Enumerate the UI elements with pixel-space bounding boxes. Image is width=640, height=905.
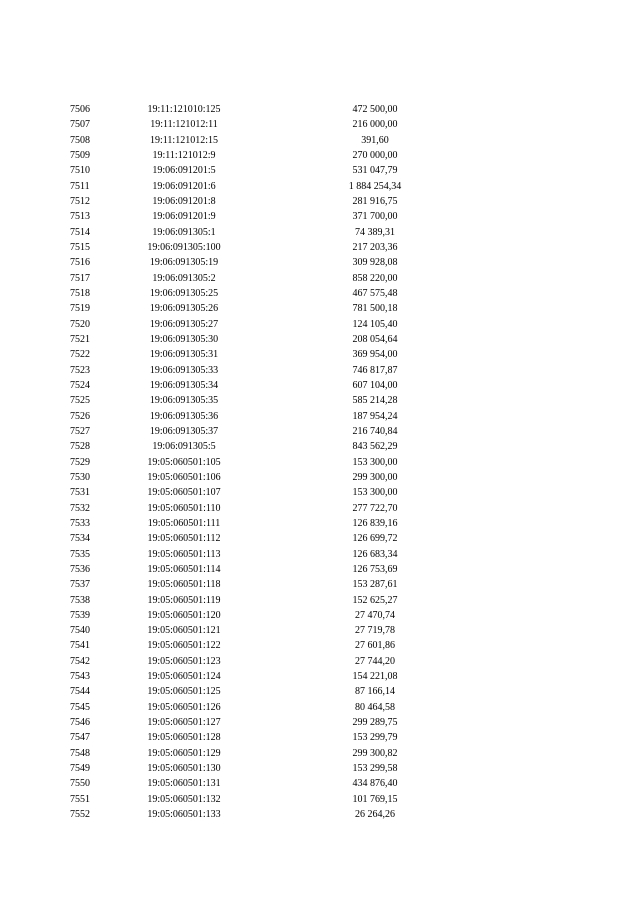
- row-number-cell: 7535: [70, 548, 90, 560]
- amount-cell: 27 744,20: [355, 655, 395, 667]
- cadastral-number-cell: 19:05:060501:126: [147, 701, 221, 713]
- table-row: [0, 792, 640, 807]
- row-number-cell: 7534: [70, 533, 90, 545]
- row-number-cell: 7542: [70, 655, 90, 667]
- amount-cell: 124 105,40: [352, 318, 398, 330]
- row-number-cell: 7530: [70, 471, 90, 483]
- amount-cell: 87 166,14: [355, 686, 395, 698]
- amount-cell: 187 954,24: [352, 410, 398, 422]
- cadastral-number-cell: 19:05:060501:118: [147, 579, 221, 591]
- amount-cell: 371 700,00: [352, 211, 398, 223]
- amount-cell: 369 954,00: [352, 349, 398, 361]
- cadastral-number-cell: 19:05:060501:133: [147, 809, 221, 821]
- amount-cell: 153 287,61: [352, 579, 398, 591]
- row-number-cell: 7506: [70, 104, 90, 115]
- table-row: [0, 240, 640, 255]
- table-row: [0, 684, 640, 699]
- cadastral-number-cell: 19:06:091305:1: [152, 226, 216, 238]
- table-row: [0, 286, 640, 301]
- row-number-cell: 7540: [70, 625, 90, 637]
- row-number-cell: 7550: [70, 778, 90, 790]
- row-number-cell: 7552: [70, 809, 90, 821]
- cadastral-number-cell: 19:06:091201:8: [152, 195, 216, 207]
- cadastral-number-cell: 19:06:091305:31: [149, 349, 219, 361]
- table-row: [0, 393, 640, 408]
- amount-cell: 27 470,74: [355, 609, 395, 621]
- table-row: [0, 347, 640, 362]
- amount-cell: 126 753,69: [352, 563, 398, 575]
- row-number-cell: 7537: [70, 579, 90, 591]
- cadastral-number-cell: 19:05:060501:128: [147, 732, 221, 744]
- cadastral-number-cell: 19:05:060501:125: [147, 686, 221, 698]
- cadastral-number-cell: 19:06:091305:36: [149, 410, 219, 422]
- amount-cell: 101 769,15: [352, 793, 398, 805]
- table-row: [0, 761, 640, 776]
- table-row: [0, 317, 640, 332]
- row-number-cell: 7511: [70, 180, 90, 192]
- amount-cell: 152 625,27: [352, 594, 398, 606]
- amount-cell: 74 389,31: [355, 226, 395, 238]
- cadastral-number-cell: 19:11:121010:125: [147, 104, 221, 115]
- cadastral-number-cell: 19:06:091201:6: [152, 180, 216, 192]
- cadastral-number-cell: 19:11:121012:15: [150, 134, 218, 146]
- amount-cell: 434 876,40: [352, 778, 398, 790]
- table-row: [0, 608, 640, 623]
- amount-cell: 154 221,08: [352, 671, 398, 683]
- table-row: [0, 194, 640, 209]
- amount-cell: 843 562,29: [352, 441, 398, 453]
- amount-cell: 299 300,82: [352, 747, 398, 759]
- amount-cell: 277 722,70: [352, 502, 398, 514]
- cadastral-number-cell: 19:05:060501:120: [147, 609, 221, 621]
- table-row: [0, 746, 640, 761]
- row-number-cell: 7515: [70, 241, 90, 253]
- amount-cell: 27 601,86: [355, 640, 395, 652]
- amount-cell: 391,60: [361, 134, 389, 146]
- row-number-cell: 7526: [70, 410, 90, 422]
- row-number-cell: 7539: [70, 609, 90, 621]
- row-number-cell: 7551: [70, 793, 90, 805]
- table-row: [0, 730, 640, 745]
- cadastral-number-cell: 19:06:091305:27: [149, 318, 219, 330]
- row-number-cell: 7528: [70, 441, 90, 453]
- table-row: [0, 225, 640, 240]
- cadastral-number-cell: 19:11:121012:9: [152, 149, 216, 161]
- row-number-cell: 7525: [70, 395, 90, 407]
- row-number-cell: 7541: [70, 640, 90, 652]
- amount-cell: 216 740,84: [352, 425, 398, 437]
- amount-cell: 80 464,58: [355, 701, 395, 713]
- table-row: [0, 470, 640, 485]
- cadastral-number-cell: 19:06:091201:5: [152, 165, 216, 177]
- table-row: [0, 593, 640, 608]
- table-row: [0, 547, 640, 562]
- row-number-cell: 7510: [70, 165, 90, 177]
- row-number-cell: 7532: [70, 502, 90, 514]
- table-row: [0, 455, 640, 470]
- cadastral-number-cell: 19:06:091305:33: [149, 364, 219, 376]
- amount-cell: 858 220,00: [352, 272, 398, 284]
- amount-cell: 216 000,00: [352, 119, 398, 131]
- table-row: [0, 516, 640, 531]
- table-row: [0, 179, 640, 194]
- cadastral-number-cell: 19:06:091305:35: [149, 395, 219, 407]
- data-table: [0, 102, 640, 822]
- row-number-cell: 7508: [70, 134, 90, 146]
- cadastral-number-cell: 19:05:060501:106: [147, 471, 221, 483]
- row-number-cell: 7517: [70, 272, 90, 284]
- amount-cell: 27 719,78: [355, 625, 395, 637]
- table-row: [0, 501, 640, 516]
- row-number-cell: 7549: [70, 763, 90, 775]
- row-number-cell: 7546: [70, 717, 90, 729]
- row-number-cell: 7533: [70, 517, 90, 529]
- cadastral-number-cell: 19:05:060501:110: [147, 502, 221, 514]
- table-row: [0, 531, 640, 546]
- cadastral-number-cell: 19:06:091305:30: [149, 333, 219, 345]
- cadastral-number-cell: 19:06:091305:25: [149, 287, 219, 299]
- amount-cell: 472 500,00: [352, 104, 398, 115]
- row-number-cell: 7509: [70, 149, 90, 161]
- row-number-cell: 7527: [70, 425, 90, 437]
- table-row: [0, 271, 640, 286]
- amount-cell: 153 299,58: [352, 763, 398, 775]
- cadastral-number-cell: 19:06:091305:37: [149, 425, 219, 437]
- row-number-cell: 7520: [70, 318, 90, 330]
- amount-cell: 153 300,00: [352, 487, 398, 499]
- table-row: [0, 424, 640, 439]
- table-row: [0, 654, 640, 669]
- row-number-cell: 7543: [70, 671, 90, 683]
- table-row: [0, 439, 640, 454]
- table-row: [0, 776, 640, 791]
- table-row: [0, 301, 640, 316]
- table-row: [0, 485, 640, 500]
- table-row: [0, 117, 640, 132]
- table-row: [0, 700, 640, 715]
- cadastral-number-cell: 19:05:060501:112: [147, 533, 221, 545]
- row-number-cell: 7516: [70, 257, 90, 269]
- table-row: [0, 562, 640, 577]
- cadastral-number-cell: 19:05:060501:129: [147, 747, 221, 759]
- cadastral-number-cell: 19:06:091305:100: [147, 241, 221, 253]
- amount-cell: 531 047,79: [352, 165, 398, 177]
- cadastral-number-cell: 19:06:091201:9: [152, 211, 216, 223]
- cadastral-number-cell: 19:05:060501:127: [147, 717, 221, 729]
- row-number-cell: 7519: [70, 303, 90, 315]
- cadastral-number-cell: 19:06:091305:19: [149, 257, 219, 269]
- amount-cell: 1 884 254,34: [348, 180, 402, 192]
- table-row: [0, 409, 640, 424]
- amount-cell: 781 500,18: [352, 303, 398, 315]
- cadastral-number-cell: 19:05:060501:123: [147, 655, 221, 667]
- table-row: [0, 255, 640, 270]
- table-row: [0, 638, 640, 653]
- row-number-cell: 7523: [70, 364, 90, 376]
- table-row: [0, 363, 640, 378]
- table-row: [0, 807, 640, 822]
- row-number-cell: 7548: [70, 747, 90, 759]
- amount-cell: 126 699,72: [352, 533, 398, 545]
- amount-cell: 153 300,00: [352, 456, 398, 468]
- row-number-cell: 7522: [70, 349, 90, 361]
- row-number-cell: 7547: [70, 732, 90, 744]
- row-number-cell: 7531: [70, 487, 90, 499]
- row-number-cell: 7538: [70, 594, 90, 606]
- amount-cell: 299 289,75: [352, 717, 398, 729]
- cadastral-number-cell: 19:06:091305:2: [152, 272, 216, 284]
- row-number-cell: 7518: [70, 287, 90, 299]
- amount-cell: 153 299,79: [352, 732, 398, 744]
- table-row: [0, 209, 640, 224]
- cadastral-number-cell: 19:05:060501:113: [147, 548, 221, 560]
- cadastral-number-cell: 19:06:091305:34: [149, 379, 219, 391]
- amount-cell: 309 928,08: [352, 257, 398, 269]
- table-row: [0, 148, 640, 163]
- amount-cell: 126 839,16: [352, 517, 398, 529]
- cadastral-number-cell: 19:05:060501:107: [147, 487, 221, 499]
- cadastral-number-cell: 19:05:060501:124: [147, 671, 221, 683]
- amount-cell: 746 817,87: [352, 364, 398, 376]
- table-row: [0, 378, 640, 393]
- cadastral-number-cell: 19:11:121012:11: [150, 119, 218, 131]
- row-number-cell: 7507: [70, 119, 90, 131]
- row-number-cell: 7512: [70, 195, 90, 207]
- cadastral-number-cell: 19:05:060501:119: [147, 594, 221, 606]
- table-row: [0, 133, 640, 148]
- table-row: [0, 102, 640, 117]
- row-number-cell: 7545: [70, 701, 90, 713]
- amount-cell: 467 575,48: [352, 287, 398, 299]
- cadastral-number-cell: 19:05:060501:111: [147, 517, 221, 529]
- row-number-cell: 7544: [70, 686, 90, 698]
- table-row: [0, 332, 640, 347]
- cadastral-number-cell: 19:05:060501:132: [147, 793, 221, 805]
- amount-cell: 208 054,64: [352, 333, 398, 345]
- amount-cell: 585 214,28: [352, 395, 398, 407]
- amount-cell: 281 916,75: [352, 195, 398, 207]
- amount-cell: 217 203,36: [352, 241, 398, 253]
- row-number-cell: 7514: [70, 226, 90, 238]
- row-number-cell: 7536: [70, 563, 90, 575]
- table-row: [0, 163, 640, 178]
- cadastral-number-cell: 19:05:060501:130: [147, 763, 221, 775]
- amount-cell: 607 104,00: [352, 379, 398, 391]
- table-row: [0, 623, 640, 638]
- cadastral-number-cell: 19:05:060501:122: [147, 640, 221, 652]
- row-number-cell: 7529: [70, 456, 90, 468]
- row-number-cell: 7521: [70, 333, 90, 345]
- table-row: [0, 577, 640, 592]
- amount-cell: 299 300,00: [352, 471, 398, 483]
- cadastral-number-cell: 19:05:060501:121: [147, 625, 221, 637]
- row-number-cell: 7513: [70, 211, 90, 223]
- cadastral-number-cell: 19:06:091305:26: [149, 303, 219, 315]
- table-row: [0, 715, 640, 730]
- table-row: [0, 669, 640, 684]
- amount-cell: 126 683,34: [352, 548, 398, 560]
- cadastral-number-cell: 19:05:060501:131: [147, 778, 221, 790]
- amount-cell: 270 000,00: [352, 149, 398, 161]
- row-number-cell: 7524: [70, 379, 90, 391]
- amount-cell: 26 264,26: [355, 809, 395, 821]
- cadastral-number-cell: 19:06:091305:5: [152, 441, 216, 453]
- cadastral-number-cell: 19:05:060501:114: [147, 563, 221, 575]
- cadastral-number-cell: 19:05:060501:105: [147, 456, 221, 468]
